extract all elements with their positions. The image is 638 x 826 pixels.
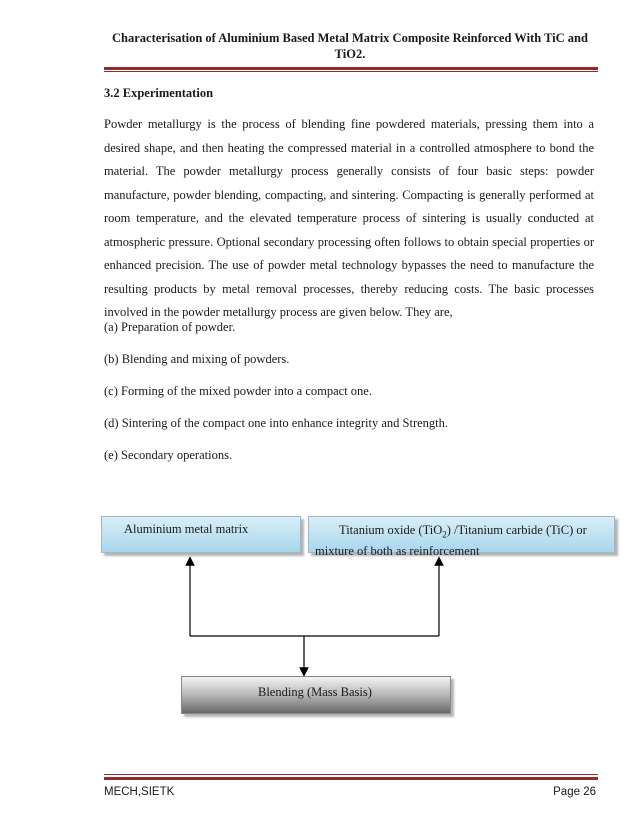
reinforcement-line-2: mixture of both as reinforcement [315, 543, 480, 558]
blending-label: Blending (Mass Basis) [258, 685, 372, 699]
reinforcement-text: Titanium oxide (TiO [339, 523, 443, 537]
list-item: (c) Forming of the mixed powder into a compact one. [104, 384, 372, 398]
reinforcement-text: ) /Titanium carbide (TiC) or [446, 523, 587, 537]
blending-box [181, 676, 451, 714]
footer-divider-thin [104, 774, 598, 775]
matrix-label: Aluminium metal matrix [124, 522, 249, 536]
section-heading: 3.2 Experimentation [104, 86, 214, 100]
page-number: Page 26 [553, 786, 596, 798]
list-item: (d) Sintering of the compact one into enhance integrity and Strength. [104, 416, 449, 430]
reinforcement-box [308, 516, 615, 558]
list-item: (b) Blending and mixing of powders. [104, 352, 290, 366]
matrix-box [101, 516, 301, 553]
footer-department: MECH,SIETK [104, 786, 175, 798]
subscript: 2 [442, 529, 447, 540]
reinforcement-line-1 [315, 522, 614, 543]
list-item: (e) Secondary operations. [104, 448, 233, 462]
list-item: (a) Preparation of powder. [104, 320, 236, 334]
footer-divider [104, 777, 598, 780]
header-title: Characterisation of Aluminium Based Metal Matrix Composite Reinforced With TiC and TiO2. [112, 31, 588, 61]
body-paragraph: Powder metallurgy is the process of blending fine powdered materials, pressing them into a desired shape, and then heating the compressed material in a controlled atmosphere to bond the material. The powder metallurgy process generally consists of four basic steps: powder manufacture, powder blending, compacting, and sintering. Compacting is generally performed at room temperature, and the elevated temperature process of sintering is usually conducted at atmospheric pressure. Optional secondary processing often follows to obtain special properties or enhanced precision. The use of powder metal technology bypasses the need to manufacture the resulting products by metal removal processes, thereby reducing costs. The basic processes involved in the powder metallurgy process are given below. They are, [104, 117, 594, 319]
